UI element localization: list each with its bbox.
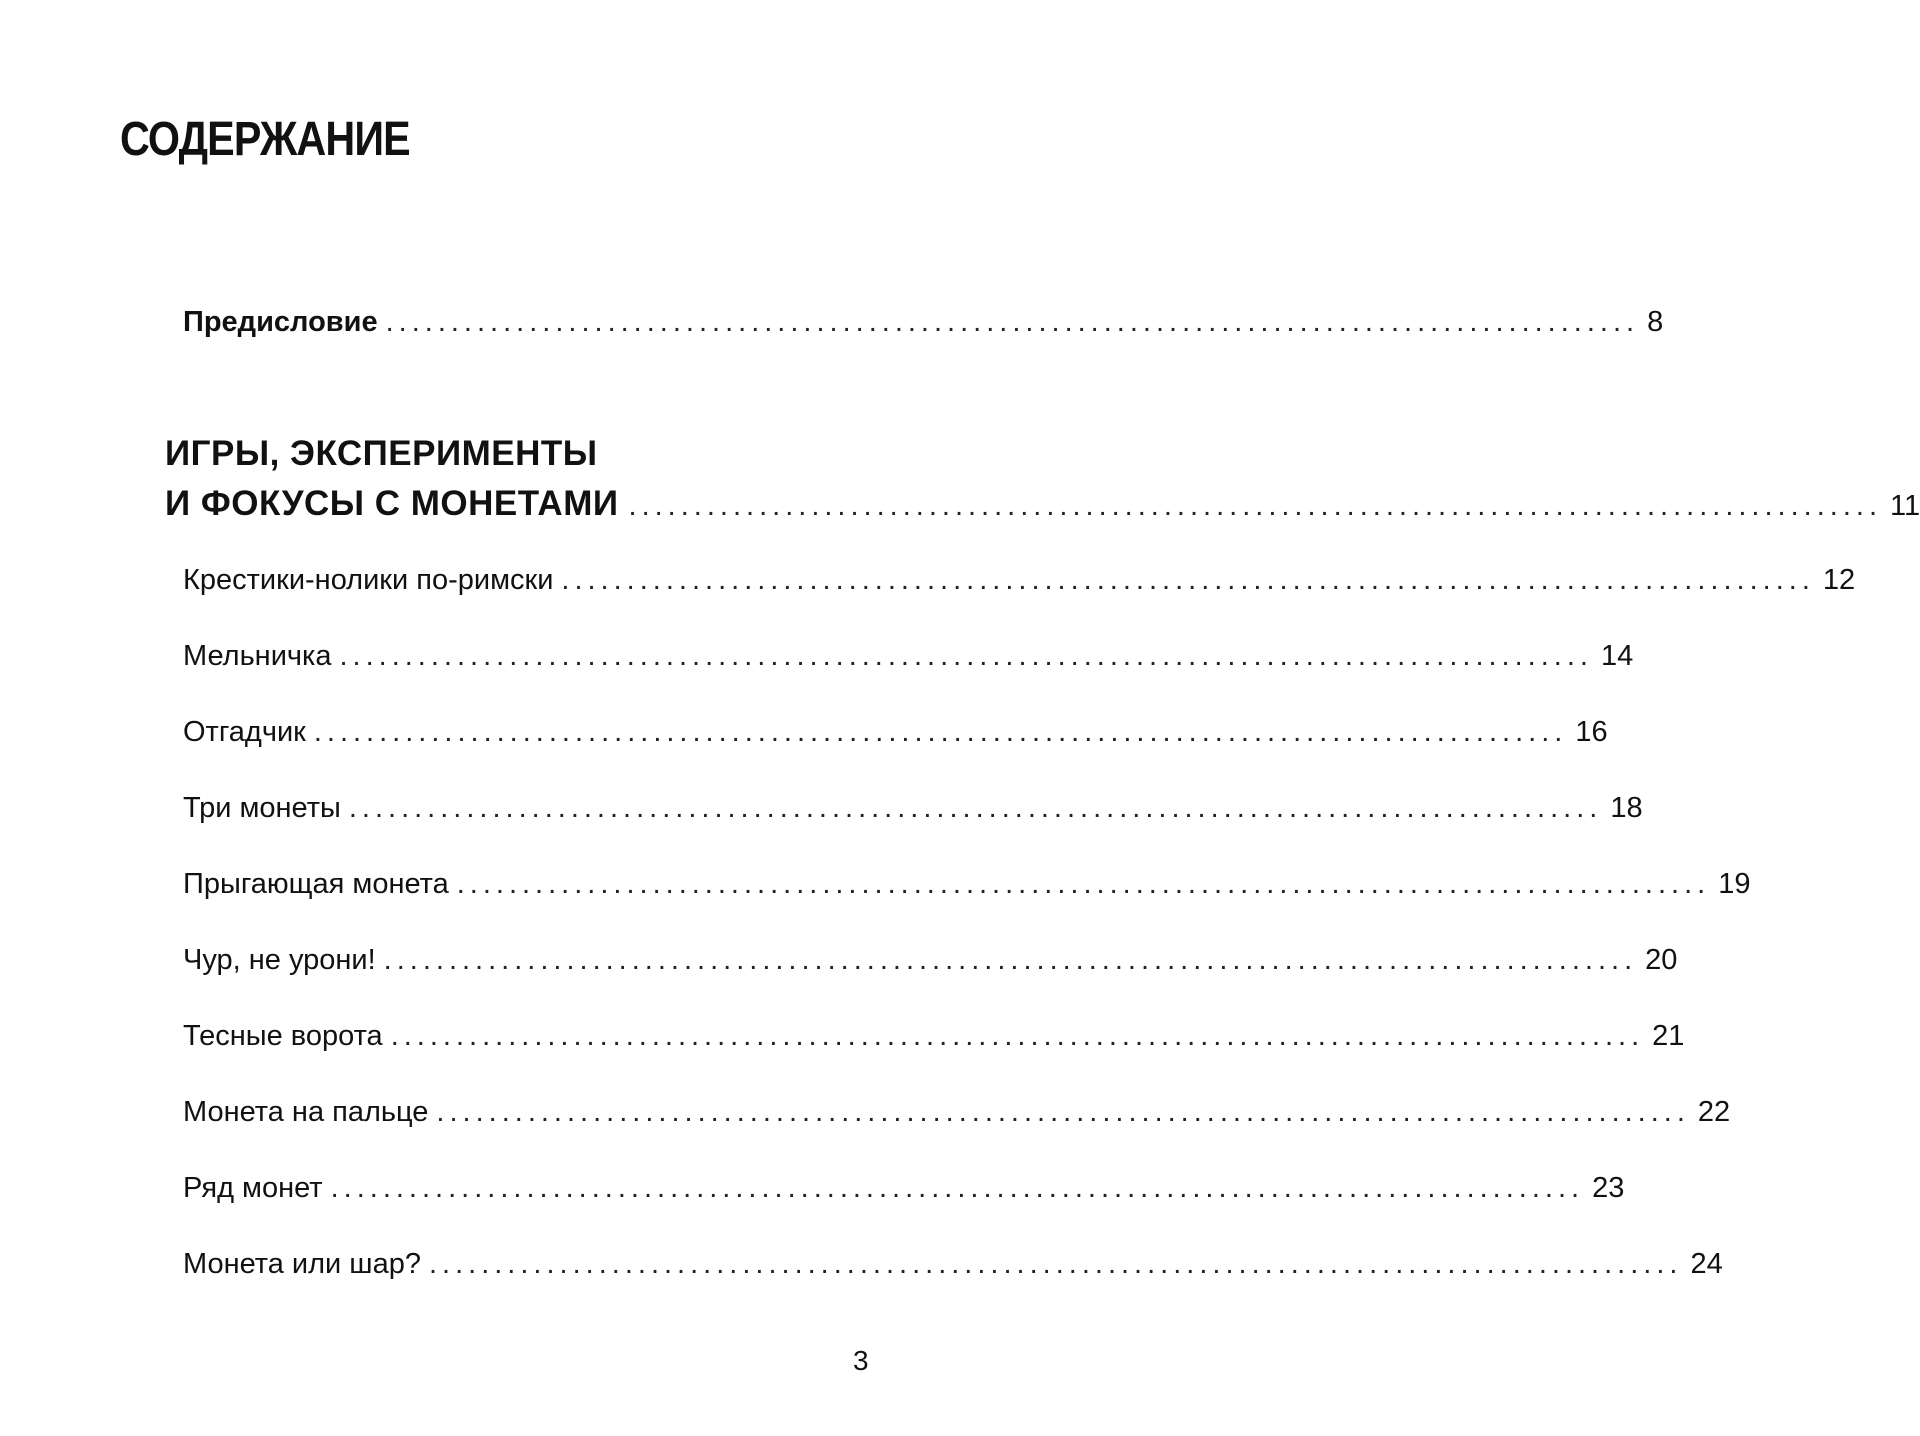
dot-leader: ................................................................................................	[628, 490, 1882, 522]
toc-entry-preface[interactable]	[183, 306, 1664, 339]
section-title-line1: ИГРЫ, ЭКСПЕРИМЕНТЫ	[165, 434, 598, 473]
toc-entry-page: 19	[1718, 868, 1751, 900]
toc-entry-label: Отгадчик	[183, 716, 306, 748]
toc-entry-label: Монета или шар?	[183, 1248, 421, 1280]
toc-entry-page: 14	[1600, 640, 1634, 672]
toc-entry-label: Прыгающая монета	[183, 868, 449, 900]
dot-leader: ................................................................................................	[383, 944, 1638, 976]
toc-section-heading[interactable]	[165, 484, 1920, 524]
toc-entry-page: 18	[1610, 792, 1643, 824]
toc-entry-page: 24	[1690, 1248, 1723, 1280]
section-title-line2: И ФОКУСЫ С МОНЕТАМИ	[165, 484, 619, 523]
toc-entry-page: 8	[1647, 306, 1664, 338]
dot-leader: ................................................................................................	[348, 792, 1603, 824]
toc-entry-label: Три монеты	[183, 792, 341, 824]
toc-entry[interactable]	[183, 792, 1643, 825]
dot-leader: ................................................................................................	[428, 1248, 1683, 1280]
page-title: СОДЕРЖАНИЕ	[120, 113, 410, 166]
toc-entry-page: 12	[1822, 564, 1856, 596]
toc-entry[interactable]	[183, 1020, 1685, 1053]
toc-entry-label: Крестики-нолики по-римски	[183, 564, 554, 596]
dot-leader: ................................................................................................	[456, 868, 1711, 900]
dot-leader: ................................................................................................	[436, 1096, 1690, 1128]
toc-entry[interactable]	[183, 640, 1634, 673]
toc-entry[interactable]	[183, 868, 1751, 901]
toc-entry[interactable]	[183, 944, 1678, 977]
toc-entry[interactable]	[183, 716, 1608, 749]
toc-entry[interactable]	[183, 1172, 1625, 1205]
toc-entry-page: 11	[1890, 490, 1920, 522]
toc-entry-page: 21	[1652, 1020, 1685, 1052]
dot-leader: ................................................................................................	[339, 640, 1593, 672]
toc-entry-label: Ряд монет	[183, 1172, 323, 1204]
page-number: 3	[853, 1345, 869, 1376]
dot-leader: ................................................................................................	[385, 306, 1640, 338]
dot-leader: ................................................................................................	[330, 1172, 1585, 1204]
toc-entry-label: Мельничка	[183, 640, 332, 672]
toc-entry-page: 16	[1575, 716, 1608, 748]
toc-entry-label: Тесные ворота	[183, 1020, 383, 1052]
dot-leader: ................................................................................................	[313, 716, 1568, 748]
toc-entry-label: Чур, не урони!	[183, 944, 376, 976]
toc-entry-label: Монета на пальце	[183, 1096, 429, 1128]
dot-leader: ................................................................................................	[390, 1020, 1645, 1052]
toc-entry[interactable]	[183, 564, 1856, 597]
toc-entry[interactable]	[183, 1096, 1731, 1129]
dot-leader: ................................................................................................	[561, 564, 1815, 596]
toc-entry-page: 22	[1697, 1096, 1731, 1128]
toc-entry-label: Предисловие	[183, 306, 378, 338]
toc-entry-page: 23	[1592, 1172, 1625, 1204]
toc-entry[interactable]	[183, 1248, 1723, 1281]
toc-entry-page: 20	[1645, 944, 1678, 976]
